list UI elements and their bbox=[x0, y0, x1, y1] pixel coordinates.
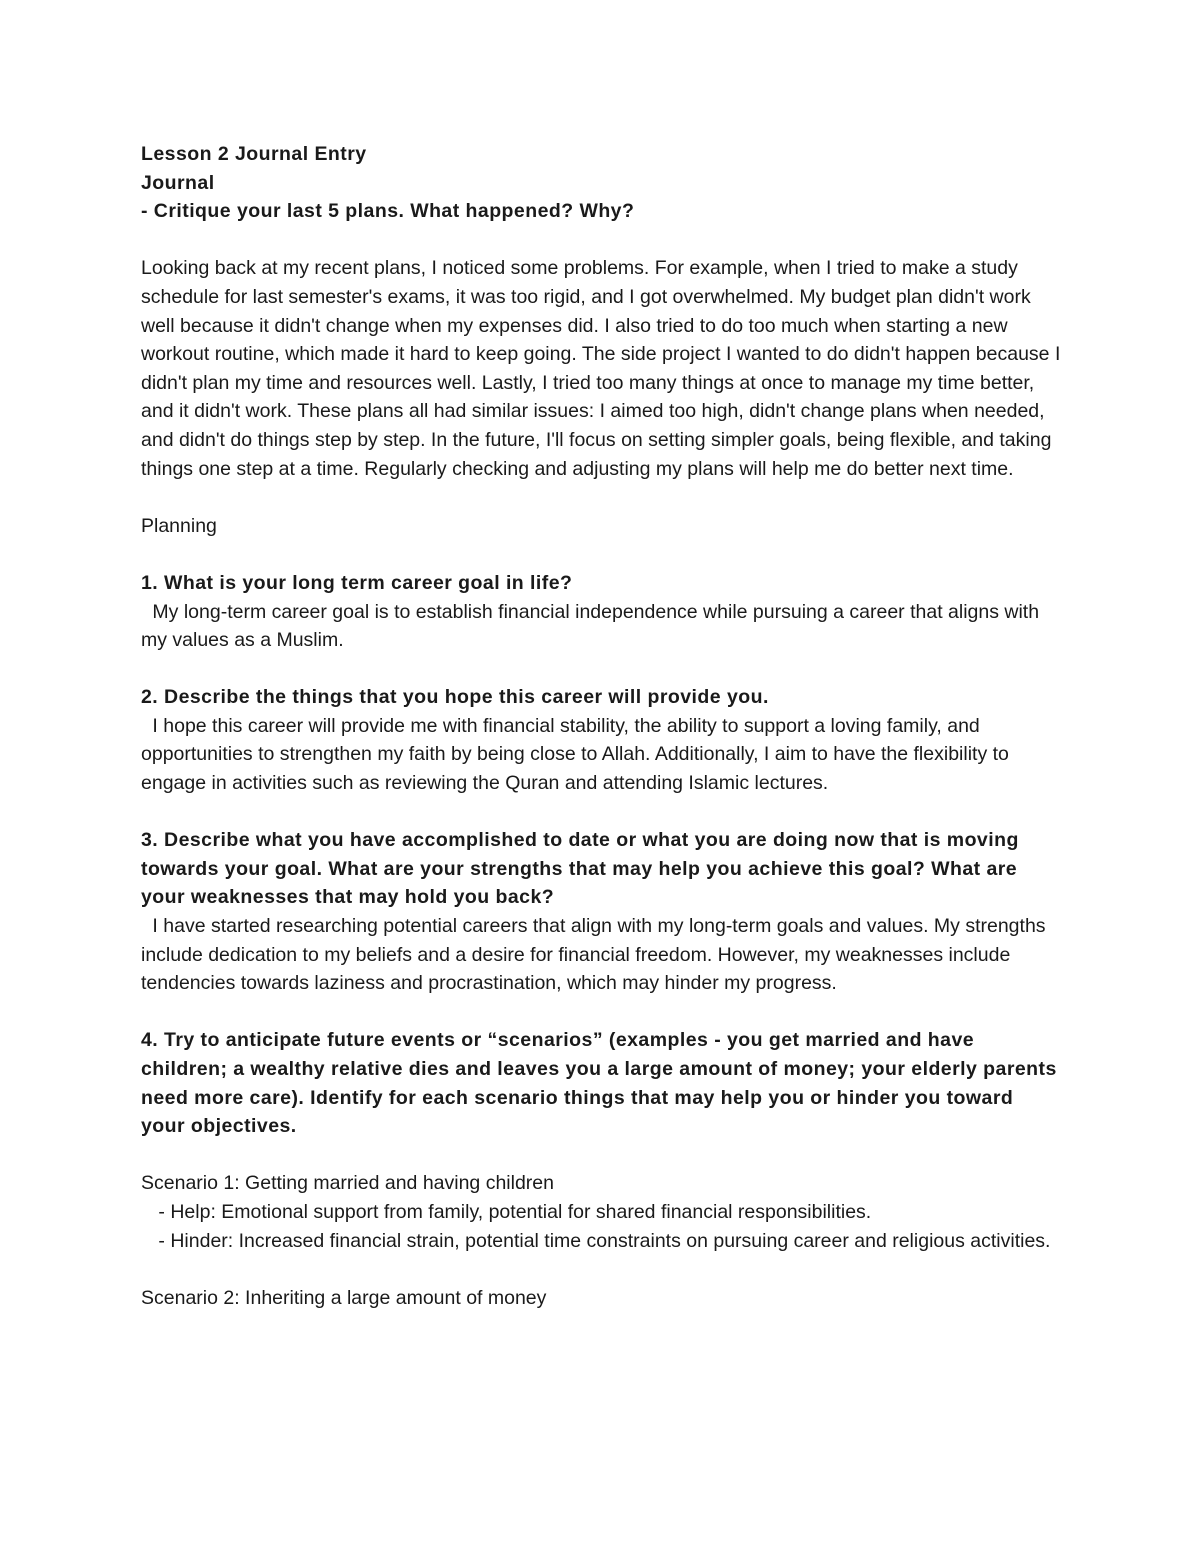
question-1: 1. What is your long term career goal in life? bbox=[141, 571, 573, 594]
answer-2-text: I hope this career will provide me with financial stability, the ability to support a loving family, and opportunities to strengthen my faith by being close to Allah. Additionally, I aim to have the flexibility to engage in activities such as reviewing the Quran and attending Islamic lectures. bbox=[141, 714, 1015, 795]
document-page bbox=[141, 140, 1066, 1312]
answer-3 bbox=[141, 912, 1061, 998]
spacer bbox=[141, 998, 1061, 1027]
spacer bbox=[141, 655, 1061, 684]
answer-2 bbox=[141, 712, 1061, 798]
scenario-1-hinder-text: - Hinder: Increased financial strain, potential time constraints on pursuing career and religious activities. bbox=[158, 1229, 1051, 1252]
planning-heading: Planning bbox=[141, 514, 217, 537]
scenario-1-title: Scenario 1: Getting married and having children bbox=[141, 1172, 554, 1195]
scenario-1-help bbox=[141, 1198, 1061, 1227]
document-title: Lesson 2 Journal Entry bbox=[141, 143, 367, 165]
question-3: 3. Describe what you have accomplished to date or what you are doing now that is moving towards your goal. What are your strengths that may help you achieve this goal? What are your weaknesses that may hold you back? bbox=[141, 829, 1025, 909]
scenario-1-help-text: - Help: Emotional support from family, potential for shared financial responsibilities. bbox=[158, 1200, 872, 1223]
document-subtitle: Journal bbox=[141, 171, 215, 194]
spacer bbox=[141, 1255, 1061, 1284]
spacer bbox=[141, 540, 1061, 569]
critique-body: Looking back at my recent plans, I noticed some problems. For example, when I tried to make a study schedule for last semester's exams, it was too rigid, and I got overwhelmed. My budget plan didn't work well because it didn't change when my expenses did. I also tried to do too much when starting a new workout routine, which made it hard to keep going. The side project I wanted to do didn't happen because I didn't plan my time and resources well. Lastly, I tried too many things at once to manage my time better, and it didn't work. These plans all had similar issues: I aimed too high, didn't change plans when needed, and didn't do things step by step. In the future, I'll focus on setting simpler goals, being flexible, and taking things one step at a time. Regularly checking and adjusting my plans will help me do better next time. bbox=[141, 257, 1066, 480]
answer-1 bbox=[141, 598, 1061, 655]
spacer bbox=[141, 483, 1061, 512]
answer-3-text: I have started researching potential careers that align with my long-term goals and values. My strengths include dedication to my beliefs and a desire for financial freedom. However, my weaknesses include tendencies towards laziness and procrastination, which may hinder my progress. bbox=[141, 915, 1051, 995]
critique-prompt: - Critique your last 5 plans. What happened? Why? bbox=[141, 200, 635, 223]
question-2: 2. Describe the things that you hope this career will provide you. bbox=[141, 686, 769, 709]
question-4: 4. Try to anticipate future events or “scenarios” (examples - you get married and have children; a wealthy relative dies and leaves you a large amount of money; your elderly parents need more care). Identify for each scenario things that may help you or hinder you toward your objectives. bbox=[141, 1029, 1063, 1138]
answer-1-text: My long-term career goal is to establish financial independence while pursuing a career that aligns with my values as a Muslim. bbox=[141, 600, 1045, 652]
spacer bbox=[141, 1141, 1061, 1170]
scenario-1-hinder bbox=[141, 1227, 1061, 1256]
scenario-2-title: Scenario 2: Inheriting a large amount of money bbox=[141, 1286, 547, 1309]
spacer bbox=[141, 798, 1061, 827]
spacer bbox=[141, 226, 1061, 255]
